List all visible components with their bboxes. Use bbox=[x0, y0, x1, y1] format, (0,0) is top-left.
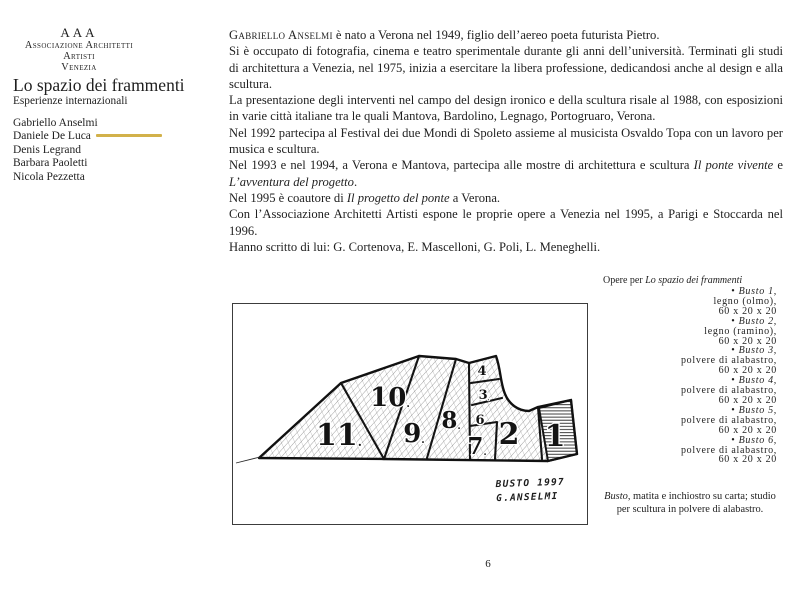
bio-segment: L’avventura del progetto bbox=[229, 174, 354, 189]
work-size: 60 x 20 x 20 bbox=[718, 305, 777, 317]
highlight-line bbox=[96, 134, 162, 137]
bio-paragraph bbox=[229, 43, 783, 92]
bio-paragraph bbox=[229, 239, 783, 255]
artist-name bbox=[13, 144, 223, 157]
work-material: polvere di alabastro, bbox=[680, 414, 777, 426]
work-material: polvere di alabastro, bbox=[680, 444, 777, 456]
segment-number: 10. bbox=[370, 383, 410, 413]
series-title: Lo spazio dei frammenti bbox=[13, 75, 185, 95]
artwork-caption bbox=[598, 491, 782, 516]
bio-segment: Hanno scritto di lui: G. Cortenova, E. Mascelloni, G. Poli, L. Meneghelli. bbox=[229, 239, 601, 254]
work-item bbox=[587, 406, 777, 436]
bio-segment: Con l’Associazione Architetti Artisti espone le proprie opere a Venezia nel 1995, a Parigi e Stoccarda nel 1996. bbox=[229, 207, 783, 238]
work-material: polvere di alabastro, bbox=[680, 355, 777, 367]
sketch-signature-line2: G.ANSELMI bbox=[496, 490, 559, 505]
artist-name-text: Nicola Pezzetta bbox=[13, 170, 85, 183]
bullet-icon: • bbox=[731, 375, 739, 387]
bio-segment: a Verona. bbox=[449, 190, 501, 205]
artist-name-text: Denis Legrand bbox=[13, 143, 82, 156]
works-list bbox=[587, 287, 777, 465]
association-logo-block bbox=[8, 26, 150, 73]
org-name-line2: Venezia bbox=[61, 62, 97, 74]
work-name: Busto 5, bbox=[738, 404, 777, 416]
work-name-line bbox=[587, 436, 777, 446]
artist-name bbox=[13, 130, 223, 143]
bio-segment: Si è occupato di fotografia, cinema e teatro sperimentale durante gli anni dell’università. Terminati gli studi di architettura a Venezia, nel 1975, inizia a esercitare la libera professione, dedicandosi anche al design e alla scultura. bbox=[229, 44, 783, 91]
bio-segment: Il progetto del ponte bbox=[346, 190, 450, 205]
bullet-icon: • bbox=[731, 315, 739, 327]
work-name: Busto 3, bbox=[738, 345, 777, 357]
artist-name-text: Daniele De Luca bbox=[13, 130, 91, 143]
segment-number: 1 bbox=[544, 419, 566, 454]
sketch-signature-line1: BUSTO 1997 bbox=[495, 476, 566, 491]
bio-paragraph bbox=[229, 92, 783, 125]
bullet-icon: • bbox=[731, 345, 739, 357]
bio-segment: La presentazione degli interventi nel campo del design ironico e della scultura risale al 1988, con esposizioni in varie città italiane tra le quali Mantova, Bardolino, Legnago, Portogruaro, Verona. bbox=[229, 93, 783, 124]
artist-list bbox=[13, 117, 223, 184]
caption-text: , matita e inchiostro su carta; studio per scultura in polvere di alabastro. bbox=[616, 491, 776, 515]
work-material: legno (olmo), bbox=[713, 295, 777, 307]
segment-number: 6 bbox=[475, 413, 485, 428]
bio-segment: Nel 1993 e nel 1994, a Verona e Mantova, partecipa alle mostre di architettura e scultura bbox=[229, 158, 694, 173]
works-header bbox=[603, 275, 742, 286]
series-title-block bbox=[13, 76, 203, 108]
bust-sketch bbox=[233, 304, 587, 524]
bio-segment: è nato a Verona nel 1949, figlio dell’aereo poeta futurista Pietro. bbox=[332, 28, 660, 42]
segment-number: 2 bbox=[498, 417, 520, 452]
artist-name-text: Gabriello Anselmi bbox=[13, 117, 98, 129]
bio-text bbox=[229, 27, 783, 255]
artist-name bbox=[13, 117, 223, 130]
bullet-icon: • bbox=[731, 404, 739, 416]
org-name-line1: Associazione Architetti Artisti bbox=[24, 40, 134, 63]
bio-segment: Il ponte vivente bbox=[693, 158, 774, 173]
work-name: Busto 2, bbox=[738, 315, 777, 327]
bullet-icon: • bbox=[731, 434, 739, 446]
works-header-title: Lo spazio dei frammenti bbox=[645, 275, 743, 286]
bio-paragraph bbox=[229, 27, 783, 43]
segment-number: 9. bbox=[403, 419, 425, 449]
segment-number: 11. bbox=[316, 418, 362, 453]
bullet-icon: • bbox=[731, 286, 739, 297]
bio-paragraph bbox=[229, 190, 783, 206]
segment-number: 4 bbox=[477, 364, 487, 379]
work-item bbox=[587, 436, 777, 466]
bio-segment: . bbox=[353, 174, 358, 189]
segment-number: 7. bbox=[467, 433, 487, 460]
works-header-prefix: Opere per bbox=[603, 275, 646, 286]
bio-segment: Nel 1995 è coautore di bbox=[229, 190, 347, 205]
work-item bbox=[587, 376, 777, 406]
segment-number: 8. bbox=[441, 407, 461, 434]
caption-title: Busto bbox=[604, 491, 628, 502]
drawing-frame bbox=[232, 303, 588, 525]
work-item bbox=[587, 317, 777, 347]
artist-name bbox=[13, 157, 223, 170]
bio-paragraph bbox=[229, 206, 783, 239]
work-size: 60 x 20 x 20 bbox=[718, 424, 777, 436]
work-material: legno (ramino), bbox=[704, 325, 777, 337]
work-name: Busto 1, bbox=[738, 286, 777, 297]
series-subtitle: Esperienze internazionali bbox=[13, 95, 128, 107]
bio-paragraph bbox=[229, 125, 783, 158]
page-number: 6 bbox=[485, 558, 491, 570]
work-material: polvere di alabastro, bbox=[680, 385, 777, 397]
bio-segment: e bbox=[773, 158, 783, 173]
work-name: Busto 4, bbox=[738, 375, 777, 387]
bio-segment: Nel 1992 partecipa al Festival dei due Mondi di Spoleto assieme al musicista Osvaldo Topa con un lavoro per musica e scultura. bbox=[229, 125, 783, 157]
bio-paragraph bbox=[229, 157, 783, 190]
work-size: 60 x 20 x 20 bbox=[718, 335, 777, 347]
segment-number: 3. bbox=[478, 388, 490, 403]
bio-segment: Gabriello Anselmi bbox=[229, 28, 333, 42]
artist-name-text: Barbara Paoletti bbox=[13, 157, 88, 170]
artist-name bbox=[13, 171, 223, 184]
sketch-tail-line bbox=[236, 457, 260, 463]
work-item bbox=[587, 287, 777, 317]
work-size: 60 x 20 x 20 bbox=[718, 454, 777, 466]
work-size: 60 x 20 x 20 bbox=[718, 365, 777, 377]
aaa-logo: AAA bbox=[60, 25, 98, 40]
work-name: Busto 6, bbox=[738, 434, 777, 446]
work-size: 60 x 20 x 20 bbox=[718, 394, 777, 406]
work-item bbox=[587, 346, 777, 376]
